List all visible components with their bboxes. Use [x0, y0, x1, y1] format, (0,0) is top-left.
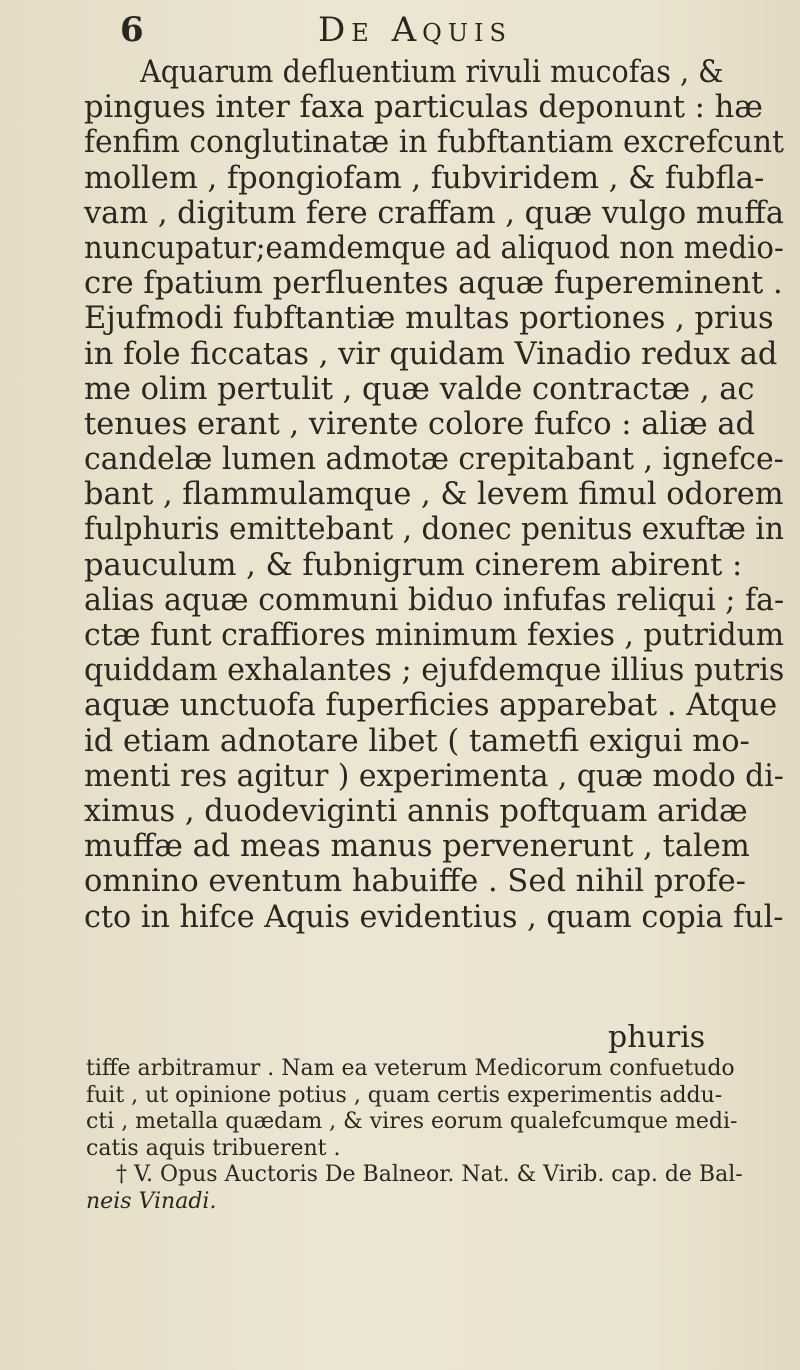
- text-line: pauculum , & fubnigrum cinerem abirent :: [84, 547, 743, 583]
- text-line: menti res agitur ) experimenta , quæ modo di-: [84, 758, 784, 794]
- text-line: pingues inter faxa particulas deponunt : hæ: [84, 90, 763, 126]
- text-line: id etiam adnotare libet ( tametfi exigui mo-: [84, 723, 750, 759]
- footnote-line: † V. Opus Auctoris De Balneor. Nat. & Virib. cap. de Bal-: [116, 1162, 743, 1187]
- text-line: quiddam exhalantes ; ejufdemque illius putris: [84, 653, 785, 689]
- footnote-line: cti , metalla quædam , & vires eorum qualefcumque medi-: [86, 1109, 738, 1134]
- text-line: ctæ funt craffiores minimum fexies , putridum: [84, 618, 785, 653]
- text-line: vam , digitum fere craffam , quæ vulgo muffa: [84, 195, 785, 231]
- text-line: alias aquæ communi biduo infufas reliqui ; fa-: [84, 582, 785, 618]
- text-line: candelæ lumen admotæ crepitabant , ignefce-: [84, 442, 784, 478]
- text-line: aquæ unctuofa fuperficies apparebat . Atque: [84, 688, 778, 724]
- text-line: muffæ ad meas manus pervenerunt , talem: [84, 829, 750, 865]
- text-line: me olim pertulit , quæ valde contractæ , ac: [84, 371, 755, 407]
- footnote-line: fuit , ut opinione potius , quam certis experimentis addu-: [86, 1082, 723, 1108]
- text-line: Ejufmodi fubftantiæ multas portiones , prius: [84, 301, 774, 337]
- page-number: 6: [120, 10, 144, 50]
- footnote-line: tiffe arbitramur . Nam ea veterum Medicorum confuetudo: [86, 1056, 735, 1081]
- text-line: mollem , fpongiofam , fubviridem , & fubfla-: [84, 160, 765, 196]
- text-line: fulphuris emittebant , donec penitus exuftæ in: [84, 512, 784, 548]
- text-line: Aquarum defluentium rivuli mucofas , &: [140, 55, 724, 90]
- text-line: omnino eventum habuiffe . Sed nihil profe-: [84, 864, 746, 900]
- footnote: [86, 1056, 786, 1215]
- text-line: bant , flammulamque , & levem fimul odorem: [84, 477, 784, 513]
- text-line: fenfim conglutinatæ in fubftantiam excrefcunt: [84, 125, 785, 161]
- text-line: cre fpatium perfluentes aquæ fupereminent .: [84, 266, 783, 302]
- text-line: cto in hifce Aquis evidentius , quam copia ful-: [84, 899, 784, 935]
- main-text: [84, 55, 784, 935]
- text-line: nuncupatur;eamdemque ad aliquod non medio-: [84, 230, 784, 266]
- text-line: in fole ficcatas , vir quidam Vinadio redux ad: [84, 336, 778, 372]
- text-line: ximus , duodeviginti annis poftquam aridæ: [84, 793, 748, 829]
- catchword: phuris: [608, 1020, 706, 1055]
- footnote-line: neis Vinadi.: [86, 1188, 217, 1214]
- footnote-line: catis aquis tribuerent .: [86, 1135, 341, 1161]
- text-line: tenues erant , virente colore fufco : aliæ ad: [84, 406, 756, 442]
- running-title: De Aquis: [318, 10, 512, 50]
- running-head: [0, 8, 800, 54]
